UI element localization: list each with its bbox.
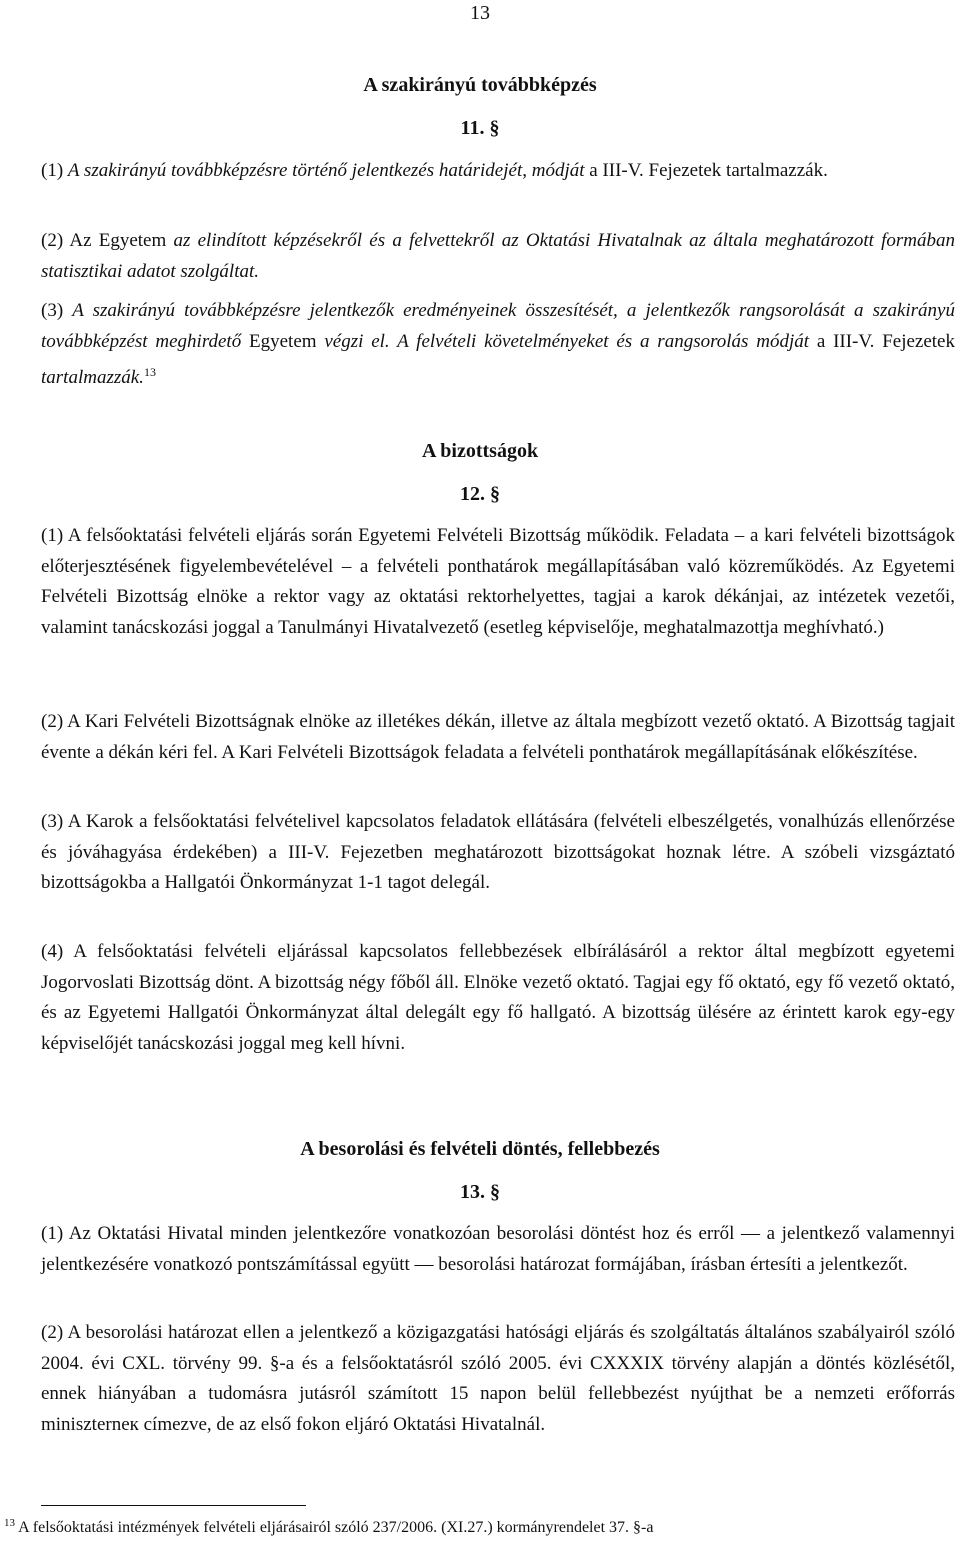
paragraph-number-13: 13. § xyxy=(460,1181,500,1203)
item-number: (3) xyxy=(41,300,64,321)
footnote-text: A felsőoktatási intézmények felvételi eljárásairól szóló 237/2006. (XI.27.) kormányrendelet 37. §-a xyxy=(18,1519,654,1536)
item-13-2 xyxy=(41,1318,955,1440)
item-text-italic: az elindított képzésekről és a felvettekről az Oktatási Hivatalnak az általa meghatározott formában statisztikai adatot szolgáltat. xyxy=(41,230,956,282)
item-text-italic: A szakirányú továbbképzésre jelentkezők eredményeinek összesítését, a jelentkezők rangsorolását a szakirányú továbbképzést meghirdető xyxy=(41,300,955,352)
section-title-11: A szakirányú továbbképzés xyxy=(363,74,597,96)
item-12-1 xyxy=(41,521,955,643)
item-text: A Kari Felvételi Bizottságnak elnöke az illetékes dékán, illetve az általa megbízott vezető oktató. A Bizottság tagjait évente a dékán kéri fel. A Kari Felvételi Bizottságok feladata a felvételi ponthatárok megállapításának előkészítése. xyxy=(41,711,956,763)
item-number: (1) xyxy=(41,525,64,546)
item-11-2 xyxy=(41,225,955,287)
item-text: a III-V. Fejezetek xyxy=(809,331,955,352)
item-text-italic: tartalmazzák. xyxy=(41,367,144,388)
item-text: A Karok a felsőoktatási felvételivel kapcsolatos feladatok ellátására (felvételi elbeszélgetés, vonalhúzás ellenőrzése és jóváhagyása érdekében) a III-V. Fejezetben meghatározott bizottságokat hoznak létre. A szóbeli vizsgáztató bizottságokba a Hallgatói Önkormányzat 1-1 tagot delegál. xyxy=(41,811,955,893)
paragraph-number-11: 11. § xyxy=(460,117,500,139)
item-text: a III-V. Fejezetek tartalmazzák. xyxy=(584,160,828,181)
footnote-divider xyxy=(41,1505,306,1506)
footnote-ref: 13 xyxy=(143,365,156,379)
item-11-1 xyxy=(41,155,955,186)
item-text: Az Egyetem xyxy=(69,230,167,251)
section-title-13: A besorolási és felvételi döntés, fellebbezés xyxy=(300,1138,660,1160)
page-number: 13 xyxy=(470,2,490,24)
item-number: (2) xyxy=(41,1322,64,1343)
item-13-1 xyxy=(41,1219,955,1280)
item-text-italic: végzi el. A felvételi követelményeket és a rangsorolás módját xyxy=(324,331,810,352)
item-11-3 xyxy=(41,295,955,393)
item-text-italic: A szakirányú továbbképzésre történő jelentkezés határidejét, módját xyxy=(67,160,585,181)
item-12-2 xyxy=(41,707,955,768)
item-number: (1) xyxy=(41,1223,64,1244)
item-text: Az Oktatási Hivatal minden jelentkezőre vonatkozóan besorolási döntést hoz és erről — a jelentkező valamennyi jelentkezésére vonatkozó pontszámítással együtt — besorolási határozat formájában, írásban értesíti a jelentkezőt. xyxy=(41,1223,956,1275)
item-number: (3) xyxy=(41,811,64,832)
item-number: (2) xyxy=(41,230,64,251)
footnote xyxy=(4,1517,653,1537)
item-number: (4) xyxy=(41,941,64,962)
section-title-12: A bizottságok xyxy=(421,440,539,462)
footnote-number: 13 xyxy=(4,1517,15,1529)
item-text: Egyetem xyxy=(241,331,325,352)
item-12-3 xyxy=(41,807,955,899)
item-text: A felsőoktatási felvételi eljárás során Egyetemi Felvételi Bizottság működik. Feladata – a kari felvételi bizottságok előterjesztésének figyelembevételével – a felvételi ponthatárok megállapításában való közreműködés. Az Egyetemi Felvételi Bizottság elnöke a rektor vagy az oktatási rektorhelyettes, tagjai a karok dékánjai, az intézetek vezetői, valamint tanácskozási joggal a Tanulmányi Hivatalvezető (esetleg képviselője, meghatalmazottja meghívható.) xyxy=(41,525,955,638)
paragraph-number-12: 12. § xyxy=(460,483,500,505)
item-number: (2) xyxy=(41,711,64,732)
item-text: A besorolási határozat ellen a jelentkező a közigazgatási hatósági eljárás és szolgáltatás általános szabályairól szóló 2004. évi CXL. törvény 99. §-a és a felsőoktatásról szóló 2005. évi CXXXIX törvény alapján a döntés közlésétől, ennek hiányában a tudomásra jutásról számított 15 napon belül fellebbezést nyújthat be a nemzeti erőforrás miniszterneк címezve, de az első fokon eljáró Oktatási Hivatalnál. xyxy=(41,1322,955,1435)
item-number: (1) xyxy=(41,160,64,181)
item-text: A felsőoktatási felvételi eljárással kapcsolatos fellebbezések elbírálásáról a rektor által megbízott egyetemi Jogorvoslati Bizottság dönt. A bizottság négy főből áll. Elnöke vezető oktató. Tagjai egy fő oktató, egy fő vezető oktató, és az Egyetemi Hallgatói Önkormányzat által delegált egy fő hallgató. A bizottság ülésére az érintett karok egy-egy képviselőjét tanácskozási joggal meg kell hívni. xyxy=(41,941,956,1054)
item-12-4 xyxy=(41,937,955,1059)
